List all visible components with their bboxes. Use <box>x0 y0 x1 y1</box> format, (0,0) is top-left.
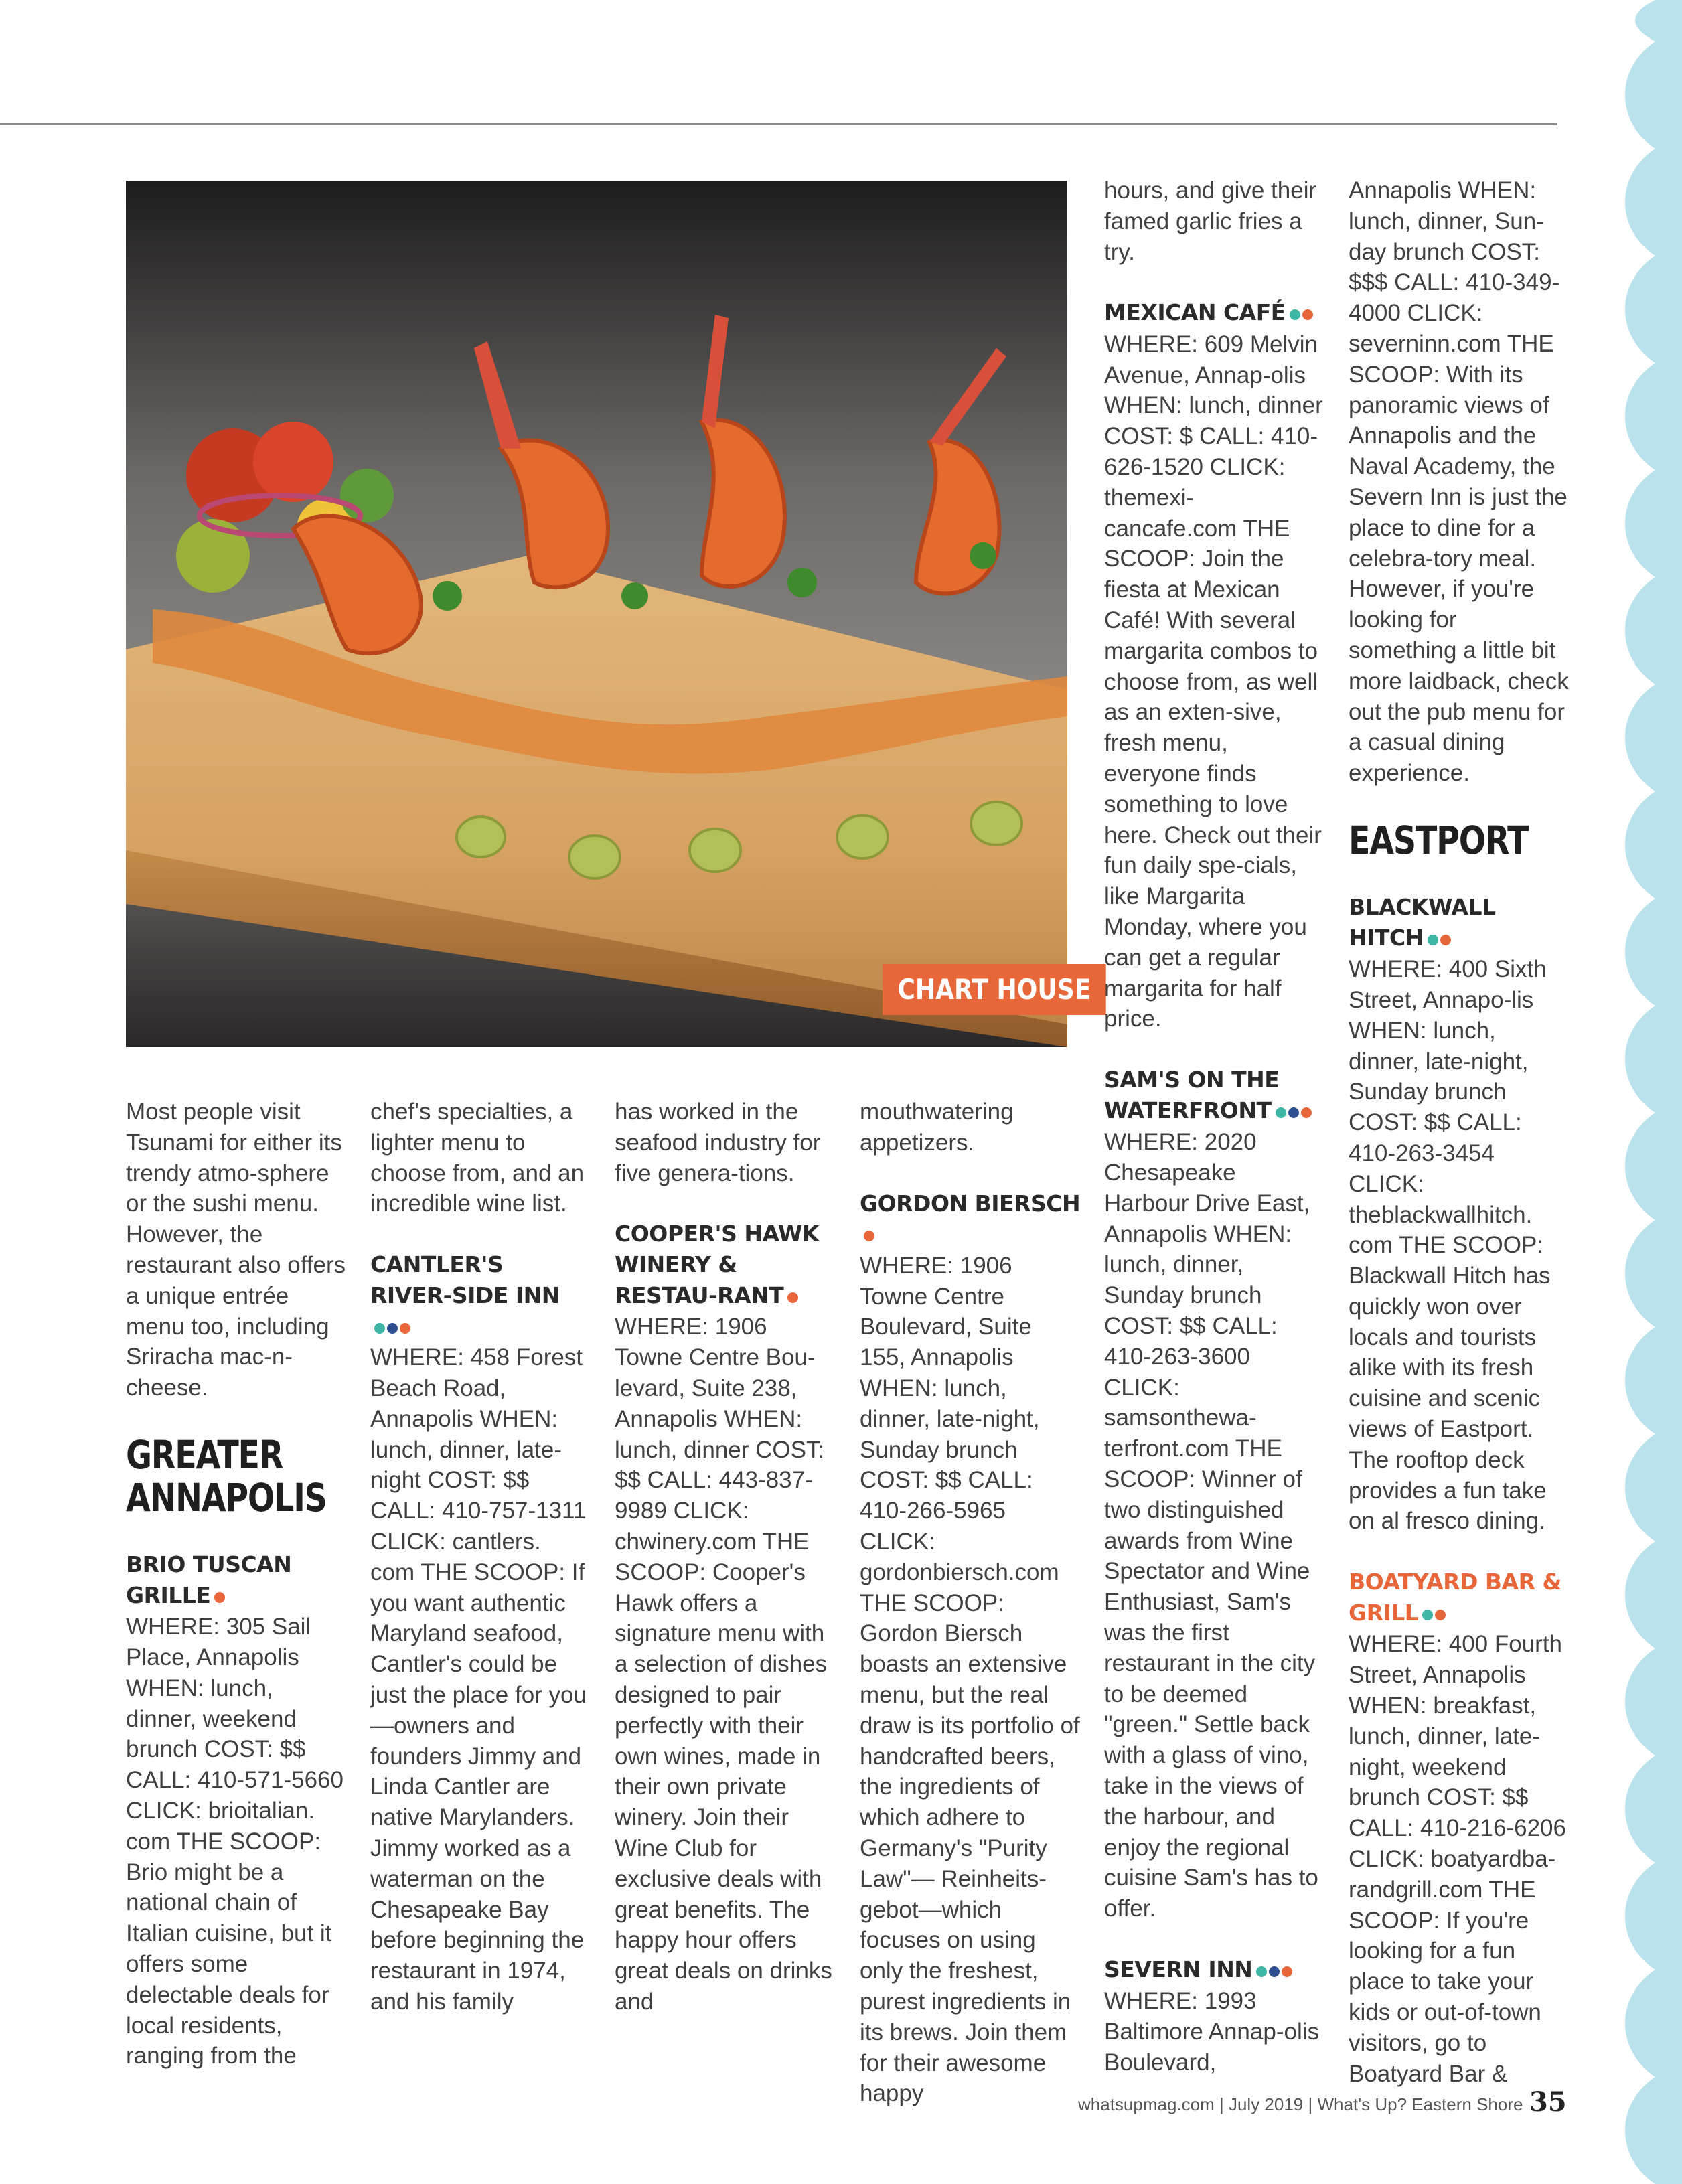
restaurant-details: WHERE: 1906 Towne Centre Boulevard, Suite 155, Annapolis WHEN: lunch, dinner, late-night, Sunday brunch COST: $$ CALL: 410-266-5965 CLICK: gordonbiersch.com THE SCOOP: Gordon Biersch boasts an extensive menu, but the real draw is its portfolio of handcrafted beers, the ingredients of which adhere to Germany's "Purity Law"— Reinheits-gebot—which focuses on using only the freshest, purest ingredients in its brews. Join them for their awesome happy <box>860 1252 1080 2107</box>
restaurant-details: WHERE: 400 Fourth Street, Annapolis WHEN: breakfast, lunch, dinner, late-night, weekend brunch COST: $$ CALL: 410-216-6206 CLICK: boatyardba-randgrill.com THE SCOOP: If you're looking for a fun place to take your kids or out-of-town visitors, go to Boatyard Bar & <box>1349 1631 1566 2087</box>
article-text: chef's specialties, a lighter menu to choose from, and an incredible wine list. <box>370 1099 585 1217</box>
page-number: 35 <box>1529 2086 1567 2118</box>
column-1 <box>126 1097 347 2072</box>
article-text: Annapolis WHEN: lunch, dinner, Sun-day brunch COST: $$$ CALL: 410-349-4000 CLICK: severninn.com THE SCOOP: With its panoramic views of Annapolis and the Naval Academy, the Severn Inn is just the place to dine for a celebra-tory meal. However, if you're looking for something a little bit more laidback, check out the pub menu for a casual dining experience. <box>1349 177 1569 787</box>
restaurant-name: SAM'S ON THE WATERFRONT <box>1104 1065 1325 1127</box>
price-dots <box>864 1220 876 1251</box>
column-5 <box>1104 175 1325 2078</box>
restaurant-name: CANTLER'S RIVER-SIDE INN <box>370 1249 591 1342</box>
article-text: hours, and give their famed garlic fries a try. <box>1104 177 1317 265</box>
price-dots <box>1422 1599 1448 1630</box>
header-rule <box>0 123 1557 125</box>
restaurant-name: MEXICAN CAFÉ <box>1104 297 1325 329</box>
article-text: mouthwatering appetizers. <box>860 1099 1014 1156</box>
price-dots <box>214 1581 227 1612</box>
restaurant-details: WHERE: 1906 Towne Centre Bou-levard, Suite 238, Annapolis WHEN: lunch, dinner COST: $$ CALL: 443-837-9989 CLICK: chwinery.com THE SCOOP: Cooper's Hawk offers a signature menu with a selection of dishes designed to pair perfectly with their own wines, made in their own private winery. Join their Wine Club for exclusive deals with great benefits. The happy hour offers great deals on drinks and <box>615 1314 832 2015</box>
restaurant-details: WHERE: 1993 Baltimore Annap-olis Boulevard, <box>1104 1988 1319 2076</box>
price-dots <box>1256 1956 1294 1986</box>
column-6 <box>1349 175 1570 2089</box>
section-heading: GREATER <box>126 1431 283 1478</box>
restaurant-details: WHERE: 609 Melvin Avenue, Annap-olis WHEN: lunch, dinner COST: $ CALL: 410-626-1520 CLICK: themexi-cancafe.com THE SCOOP: Join the fiesta at Mexican Café! With several margarita combos to choose from, as well as an exten-sive, fresh menu, everyone finds something to love here. Check out their fun daily spe-cials, like Margarita Monday, where you can get a regular margarita for half price. <box>1104 331 1323 1032</box>
restaurant-name: GORDON BIERSCH <box>860 1188 1081 1251</box>
price-dots <box>787 1281 800 1312</box>
price-dots <box>1290 299 1315 329</box>
column-3 <box>615 1097 836 2017</box>
restaurant-details: WHERE: 400 Sixth Street, Annapo-lis WHEN: lunch, dinner, late-night, Sunday brunch COST: $$ CALL: 410-263-3454 CLICK: theblackwallhitch. com THE SCOOP: Blackwall Hitch has quickly won over locals and tourists alike with its fresh cuisine and scenic views of Eastport. The rooftop deck provides a fun take on al fresco dining. <box>1349 956 1551 1535</box>
restaurant-name: BRIO TUSCAN GRILLE <box>126 1549 347 1612</box>
price-dots <box>374 1312 412 1342</box>
article-text: Most people visit Tsunami for either its trendy atmo-sphere or the sushi menu. However, the restaurant also offers a unique entrée menu too, including Sriracha mac-n-cheese. <box>126 1099 346 1401</box>
column-4 <box>860 1097 1081 2109</box>
scalloped-edge-decoration <box>1602 0 1682 2184</box>
restaurant-details: WHERE: 2020 Chesapeake Harbour Drive East, Annapolis WHEN: lunch, dinner, Sunday brunch COST: $$ CALL: 410-263-3600 CLICK: samsonthewa-terfront.com THE SCOOP: Winner of two distinguished awards from Wine Spectator and Wine Enthusiast, Sam's was the first restaurant in the city to be deemed "green." Settle back with a glass of vino, take in the views of the harbour, and enjoy the regional cuisine Sam's has to offer. <box>1104 1129 1318 1922</box>
page-footer: whatsupmag.com | July 2019 | What's Up? Eastern Shore <box>1078 2094 1523 2114</box>
section-heading: EASTPORT <box>1349 817 1529 863</box>
restaurant-name: COOPER'S HAWK WINERY & RESTAU-RANT <box>615 1219 836 1312</box>
photo-caption-badge: CHART HOUSE <box>883 964 1106 1015</box>
restaurant-name: BOATYARD BAR & GRILL <box>1349 1567 1570 1629</box>
column-2 <box>370 1097 591 2017</box>
restaurant-details: WHERE: 458 Forest Beach Road, Annapolis WHEN: lunch, dinner, late-night COST: $$ CALL: 410-757-1311 CLICK: cantlers. com THE SCOOP: If you want authentic Maryland seafood, Cantler's could be just the place for you—owners and founders Jimmy and Linda Cantler are native Marylanders. Jimmy worked as a waterman on the Chesapeake Bay before beginning the restaurant in 1974, and his family <box>370 1344 587 2015</box>
section-heading: ANNAPOLIS <box>126 1474 327 1520</box>
restaurant-name: BLACKWALL HITCH <box>1349 892 1570 954</box>
price-dots <box>1428 923 1453 954</box>
restaurant-details: WHERE: 305 Sail Place, Annapolis WHEN: lunch, dinner, weekend brunch COST: $$ CALL: 410-571-5660 CLICK: brioitalian. com THE SCOOP: Brio might be a national chain of Italian cuisine, but it offers some delectable deals for local residents, ranging from the <box>126 1614 343 2070</box>
food-photo-shrimp <box>126 181 1067 1047</box>
restaurant-name: SEVERN INN <box>1104 1954 1325 1986</box>
article-text: has worked in the seafood industry for five genera-tions. <box>615 1099 821 1186</box>
price-dots <box>1276 1097 1314 1127</box>
